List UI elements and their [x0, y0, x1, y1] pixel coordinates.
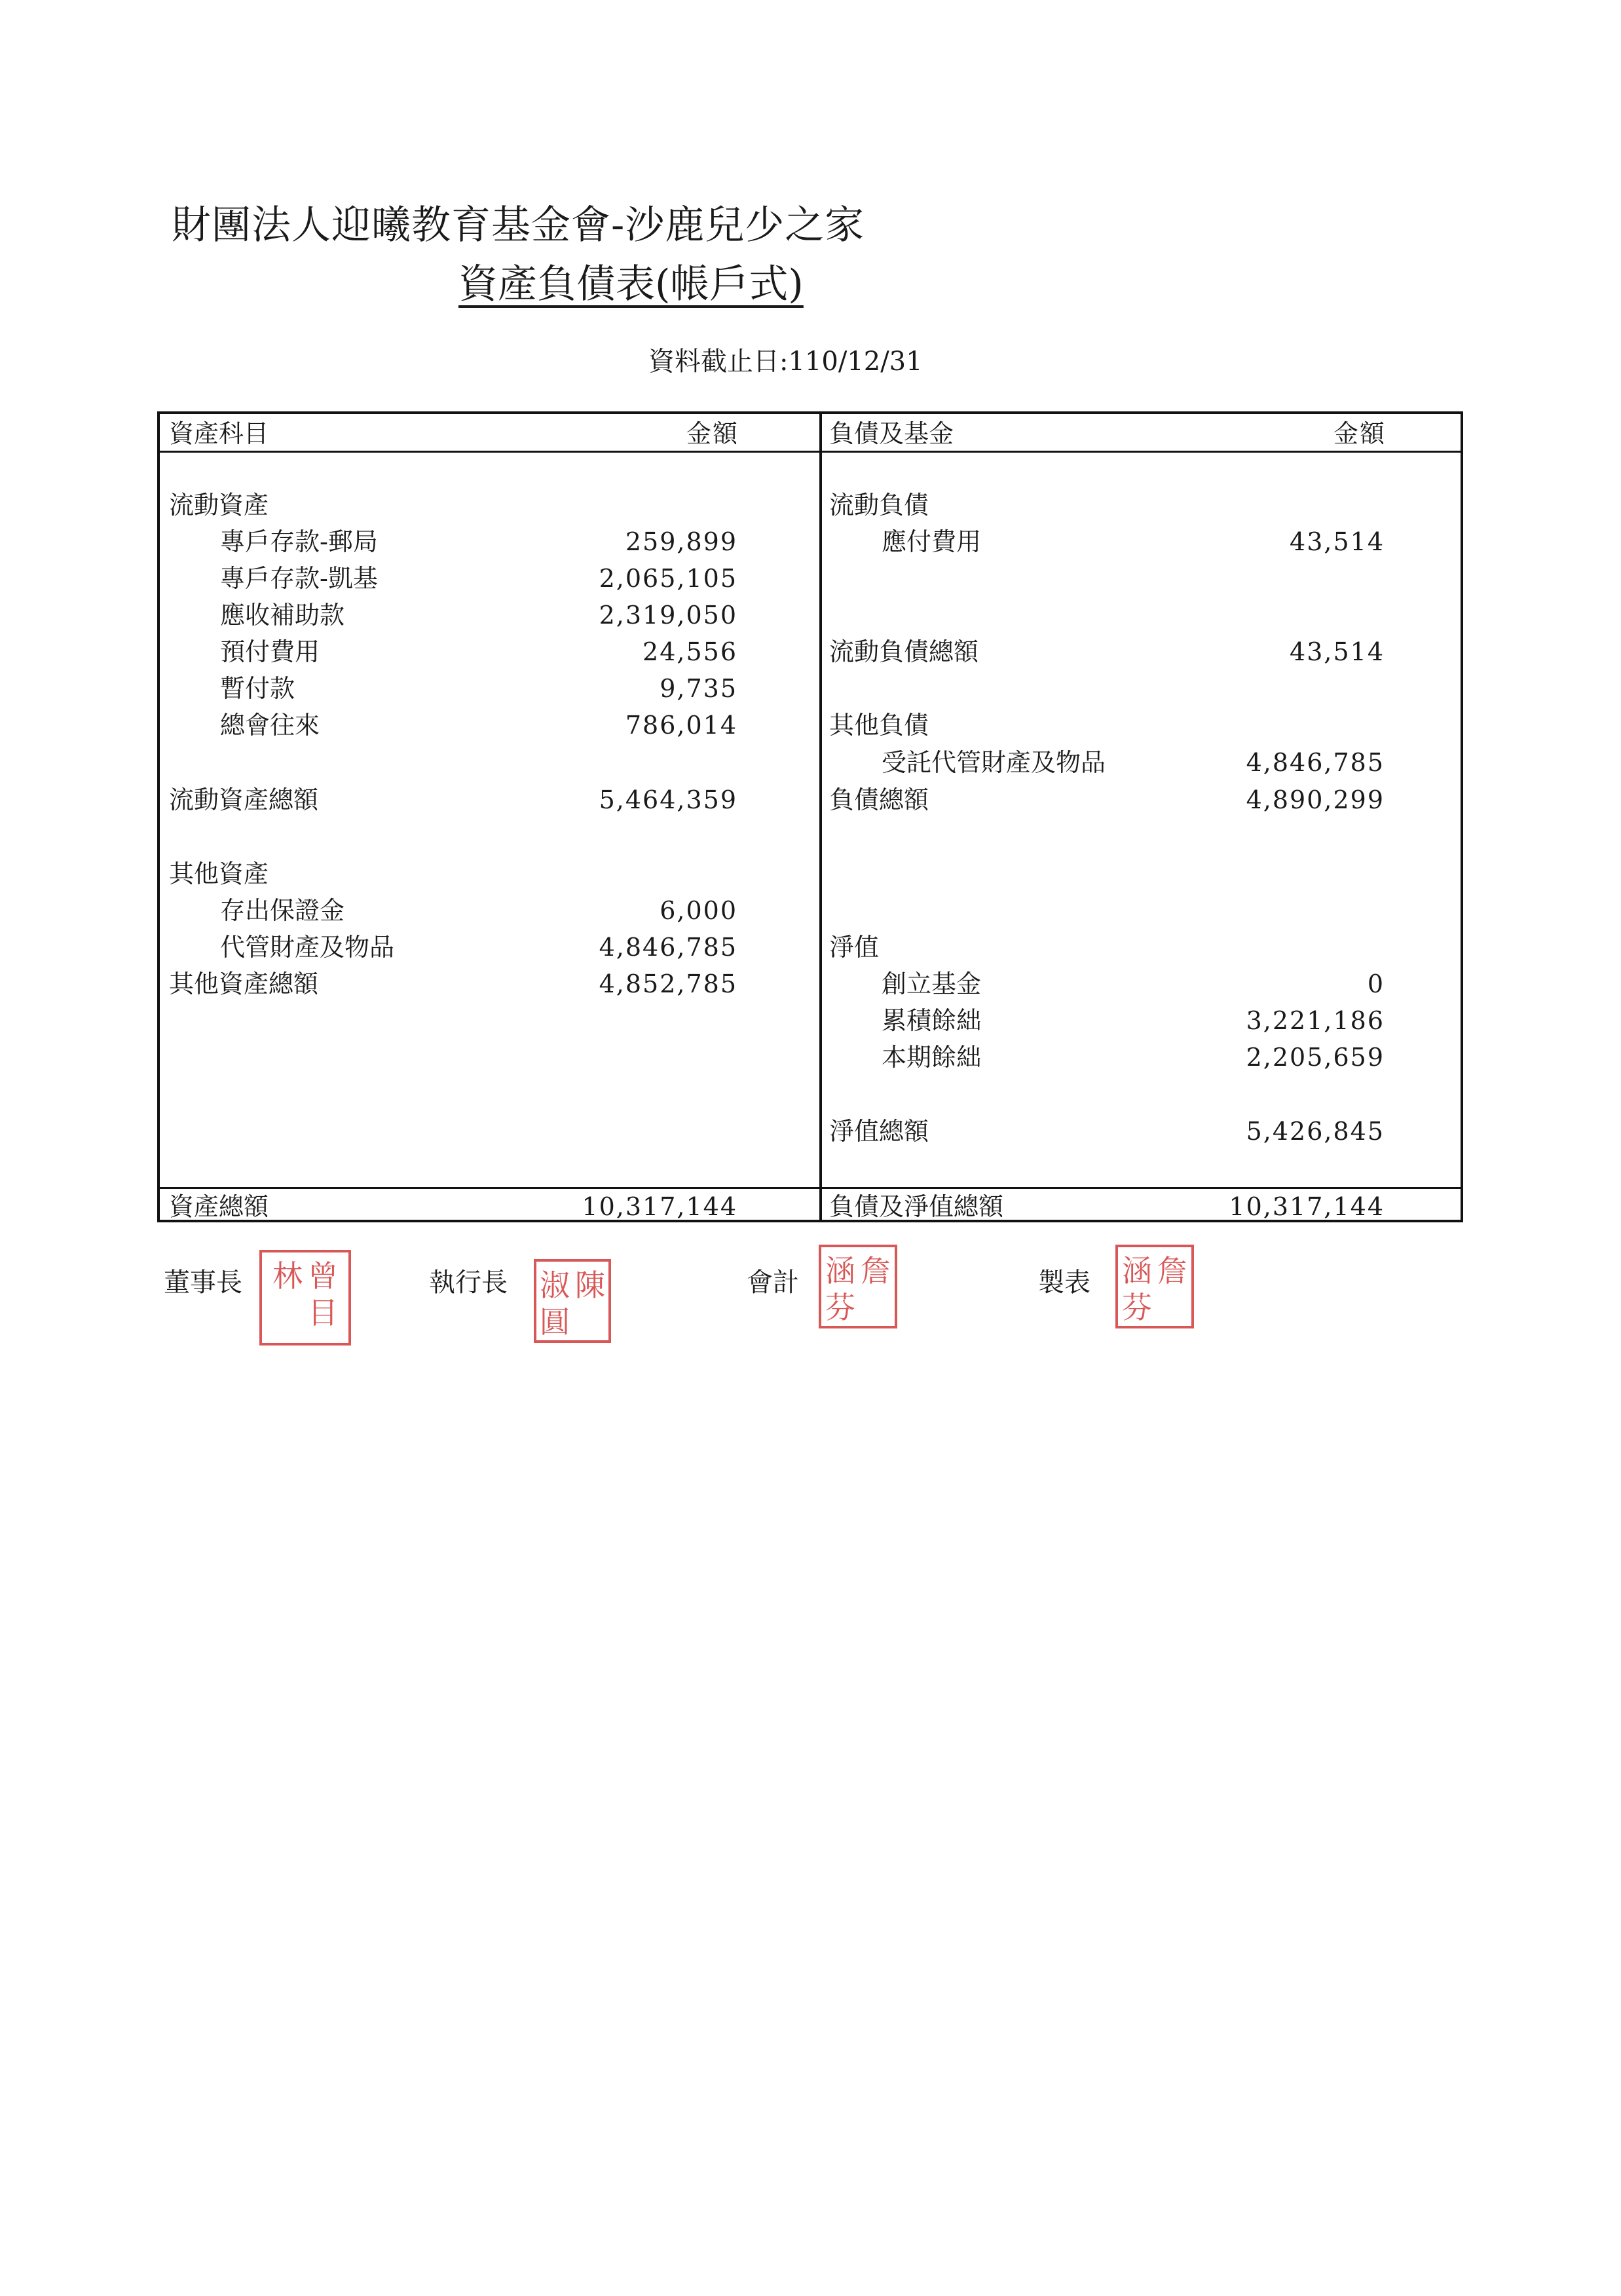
asset-row	[169, 894, 811, 928]
heading-label: 其他負債	[829, 711, 929, 740]
organization-name: 財團法人迎曦教育基金會-沙鹿兒少之家	[172, 202, 865, 248]
header-divider	[160, 451, 1461, 453]
grand-total-amount: 10,317,144	[1229, 1192, 1385, 1221]
net-worth-label: 本期餘絀	[882, 1043, 982, 1072]
liability-row	[829, 525, 1458, 559]
liability-amount: 4,846,785	[1246, 748, 1385, 777]
seal-col: 詹	[1157, 1253, 1187, 1289]
asset-row	[169, 598, 811, 632]
heading-label: 流動負債	[829, 491, 929, 519]
asset-amount: 786,014	[625, 711, 737, 740]
asset-label: 代管財產及物品	[220, 933, 395, 962]
current-assets-total-row	[169, 783, 811, 817]
seal-col: 詹	[861, 1253, 891, 1289]
grand-total-label: 負債及淨值總額	[829, 1192, 1004, 1221]
seal-chars	[536, 1262, 608, 1340]
right-amount-header: 金額	[1333, 419, 1386, 448]
asset-row	[169, 708, 811, 742]
total-divider	[160, 1187, 1461, 1189]
grand-total-label: 資產總額	[169, 1192, 269, 1221]
ceo-label: 執行長	[429, 1268, 508, 1298]
liability-amount: 43,514	[1290, 527, 1385, 556]
ceo-seal-stamp	[534, 1259, 611, 1343]
accountant-seal-stamp	[819, 1245, 897, 1328]
net-worth-amount: 2,205,659	[1246, 1043, 1385, 1072]
chairman-seal-stamp	[259, 1250, 351, 1346]
liability-label: 應付費用	[882, 527, 982, 556]
seal-col: 林	[272, 1258, 303, 1294]
net-worth-row	[829, 967, 1458, 1001]
total-label: 其他資產總額	[169, 969, 319, 998]
net-worth-total-row	[829, 1114, 1458, 1148]
asset-label: 應收補助款	[220, 601, 345, 630]
liabilities-grand-total-row	[829, 1190, 1458, 1224]
asset-label: 總會往來	[220, 711, 320, 740]
asset-row	[169, 671, 811, 706]
net-worth-amount: 3,221,186	[1246, 1006, 1385, 1035]
assets-column-header: 資產科目	[169, 419, 269, 448]
other-assets-total-row	[169, 967, 811, 1001]
liabilities-total-row	[829, 783, 1458, 817]
seal-chars	[1118, 1247, 1191, 1326]
liability-label: 受託代管財產及物品	[882, 748, 1106, 777]
seal-col: 涵 芬	[1122, 1253, 1152, 1325]
total-label: 淨值總額	[829, 1117, 929, 1146]
left-header	[169, 417, 811, 451]
asset-row	[169, 635, 811, 669]
asset-amount: 4,846,785	[599, 933, 737, 962]
total-label: 流動負債總額	[829, 637, 979, 666]
chairman-label: 董事長	[164, 1268, 242, 1298]
asset-amount: 2,319,050	[599, 601, 737, 630]
total-amount: 43,514	[1290, 637, 1385, 666]
current-liabilities-total-row	[829, 635, 1458, 669]
preparer-label: 製表	[1038, 1268, 1090, 1298]
seal-col: 曾 目	[308, 1258, 338, 1330]
seal-col: 陳	[575, 1268, 605, 1303]
total-label: 負債總額	[829, 785, 929, 814]
net-worth-row	[829, 1040, 1458, 1074]
right-header	[829, 417, 1458, 451]
heading-label: 其他資產	[169, 859, 269, 888]
current-liabilities-heading	[829, 488, 1458, 522]
asset-label: 專戶存款-郵局	[220, 527, 378, 556]
total-amount: 5,464,359	[599, 785, 737, 814]
net-worth-label: 創立基金	[882, 969, 982, 998]
heading-label: 流動資產	[169, 491, 269, 519]
seal-chars	[821, 1247, 895, 1326]
asset-amount: 9,735	[660, 674, 737, 703]
net-worth-amount: 0	[1367, 969, 1385, 998]
total-amount: 4,852,785	[599, 969, 737, 998]
net-worth-heading	[829, 930, 1458, 964]
asset-label: 專戶存款-凱基	[220, 564, 378, 593]
asset-row	[169, 525, 811, 559]
total-amount: 4,890,299	[1246, 785, 1385, 814]
cutoff-date: 資料截止日:110/12/31	[648, 347, 923, 377]
seal-col: 涵 芬	[825, 1253, 855, 1325]
asset-amount: 259,899	[625, 527, 737, 556]
current-assets-heading	[169, 488, 811, 522]
asset-row	[169, 561, 811, 595]
seal-col: 淑 圓	[540, 1268, 570, 1340]
grand-total-amount: 10,317,144	[582, 1192, 737, 1221]
liabilities-column-header: 負債及基金	[829, 419, 954, 448]
total-label: 流動資產總額	[169, 785, 319, 814]
other-assets-heading	[169, 857, 811, 891]
balance-sheet-table	[157, 411, 1463, 1222]
asset-amount: 24,556	[643, 637, 737, 666]
preparer-seal-stamp	[1115, 1245, 1194, 1328]
column-divider	[819, 414, 822, 1220]
asset-amount: 2,065,105	[599, 564, 737, 593]
heading-label: 淨值	[829, 933, 880, 962]
accountant-label: 會計	[747, 1268, 799, 1298]
left-amount-header: 金額	[686, 419, 739, 448]
other-liabilities-heading	[829, 708, 1458, 742]
total-amount: 5,426,845	[1246, 1117, 1385, 1146]
seal-chars	[262, 1252, 348, 1331]
assets-grand-total-row	[169, 1190, 811, 1224]
net-worth-label: 累積餘絀	[882, 1006, 982, 1035]
net-worth-row	[829, 1004, 1458, 1038]
asset-label: 存出保證金	[220, 896, 345, 925]
asset-label: 暫付款	[220, 674, 295, 703]
asset-amount: 6,000	[660, 896, 737, 925]
asset-label: 預付費用	[220, 637, 320, 666]
liability-row	[829, 745, 1458, 780]
report-title: 資產負債表(帳戶式)	[458, 261, 804, 307]
asset-row	[169, 930, 811, 964]
